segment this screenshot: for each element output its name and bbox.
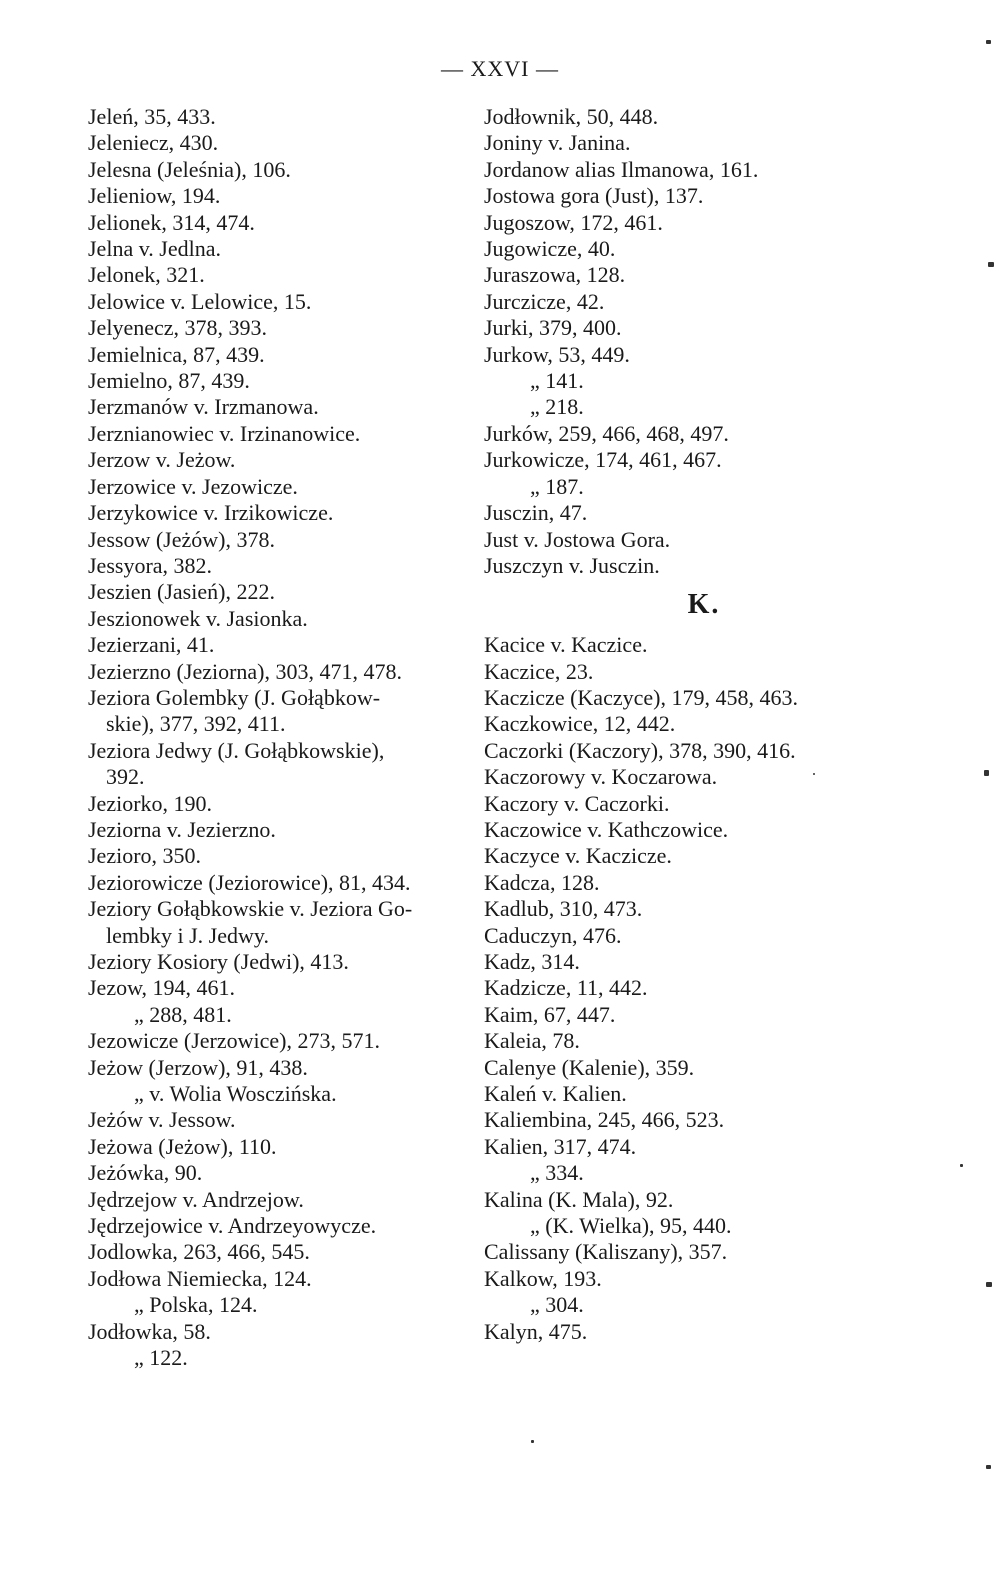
index-entries-k [484, 632, 904, 1345]
index-entry: Kaczorowy v. Koczarowa. [484, 764, 718, 790]
index-column-right [484, 104, 904, 1345]
index-entry: „ 141. [530, 368, 584, 394]
index-entry: Jerzykowice v. Irzikowicze. [88, 500, 334, 526]
index-entry: Jeziory Gołąbkowskie v. Jeziora Go- [88, 896, 413, 922]
index-entry: Jeziora Jedwy (J. Gołąbkowskie), [88, 737, 385, 763]
index-entry: Calenye (Kalenie), 359. [484, 1054, 695, 1080]
index-entry: Calissany (Kaliszany), 357. [484, 1239, 728, 1265]
index-column-left [88, 104, 488, 1372]
index-entry: Juraszowa, 128. [484, 262, 626, 288]
index-entry: „ (K. Wielka), 95, 440. [530, 1213, 732, 1239]
index-entry: Jerzow v. Jeżow. [88, 447, 236, 473]
index-entry: Just v. Jostowa Gora. [484, 526, 671, 552]
index-entry: „ 122. [134, 1345, 188, 1371]
index-entry: Jelowice v. Lelowice, 15. [88, 288, 312, 314]
index-entry: Jeziora Golembky (J. Gołąbkow- [88, 684, 381, 710]
index-entry: „ v. Wolia Wosczińska. [134, 1081, 337, 1107]
index-entry: Jezierzani, 41. [88, 632, 215, 658]
index-entry: Jelesna (Jeleśnia), 106. [88, 156, 291, 182]
index-entries-j [484, 104, 904, 579]
index-entry: Jerznianowiec v. Irzinanowice. [88, 420, 361, 446]
index-entry: „ 288, 481. [134, 1001, 232, 1027]
index-entry: 392. [106, 764, 145, 790]
index-entry: Kaczory v. Caczorki. [484, 790, 670, 816]
index-entry: Jodłownik, 50, 448. [484, 104, 659, 129]
index-entry: Kalina (K. Mala), 92. [484, 1186, 674, 1212]
index-entry: Jelieniow, 194. [88, 183, 221, 209]
index-entry: Jessow (Jeżów), 378. [88, 526, 275, 552]
index-entry: Jeżówka, 90. [88, 1160, 203, 1186]
index-entry: Jurków, 259, 466, 468, 497. [484, 420, 729, 446]
index-entry: Jerzmanów v. Irzmanowa. [88, 394, 319, 420]
index-entry: Jugowicze, 40. [484, 236, 616, 262]
section-letter-heading: K. [687, 589, 721, 621]
index-entry: Jędrzejowice v. Andrzeyowycze. [88, 1213, 377, 1239]
index-entry: Jeziory Kosiory (Jedwi), 413. [88, 949, 349, 974]
index-entry: Jurczicze, 42. [484, 288, 605, 314]
index-entry: Jodłowa Niemiecka, 124. [88, 1265, 312, 1291]
index-entry: „ Polska, 124. [134, 1292, 258, 1318]
index-entry: Jemielnica, 87, 439. [88, 341, 265, 367]
page-number: — XXVI — [441, 56, 559, 81]
index-entry: Jezierzno (Jeziorna), 303, 471, 478. [88, 658, 403, 684]
index-entry: Jerzowice v. Jezowicze. [88, 473, 298, 499]
index-entry: Jeleń, 35, 433. [88, 104, 216, 129]
index-entry: Jelionek, 314, 474. [88, 209, 255, 235]
index-entry: Jeżow (Jerzow), 91, 438. [88, 1054, 308, 1080]
index-entry: Kaczice, 23. [484, 658, 594, 684]
index-entry: Jugoszow, 172, 461. [484, 209, 663, 235]
index-entry: Caczorki (Kaczory), 378, 390, 416. [484, 737, 796, 763]
index-entry: Kadzicze, 11, 442. [484, 975, 648, 1001]
index-entry: Kaliembina, 245, 466, 523. [484, 1107, 725, 1133]
index-entry: Kaczowice v. Kathczowice. [484, 816, 729, 842]
index-entry: Jezowicze (Jerzowice), 273, 571. [88, 1028, 380, 1054]
index-entry: Kaleia, 78. [484, 1028, 580, 1054]
index-entry: Kacice v. Kaczice. [484, 632, 648, 658]
index-entry: Jeżowa (Jeżow), 110. [88, 1133, 277, 1159]
index-entry: „ 187. [530, 473, 584, 499]
index-entry: Kalkow, 193. [484, 1265, 602, 1291]
index-entry: Jeleniecz, 430. [88, 130, 219, 156]
index-entry: Kaczyce v. Kaczicze. [484, 843, 672, 869]
index-entry: Jessyora, 382. [88, 552, 213, 578]
index-entry: Jezioro, 350. [88, 843, 202, 869]
index-entry: Jelonek, 321. [88, 262, 205, 288]
index-entry: Jezow, 194, 461. [88, 975, 236, 1001]
index-entry: Kaczkowice, 12, 442. [484, 711, 676, 737]
index-entry: Kadcza, 128. [484, 869, 600, 895]
index-entry: Kaleń v. Kalien. [484, 1081, 627, 1107]
index-entry: Jemielno, 87, 439. [88, 368, 250, 394]
index-entry: Jeżów v. Jessow. [88, 1107, 236, 1133]
index-entry: Jordanow alias Ilmanowa, 161. [484, 156, 759, 182]
index-entry: lembky i J. Jedwy. [106, 922, 269, 948]
index-entry: Jodlowka, 263, 466, 545. [88, 1239, 310, 1265]
index-entry: Jostowa gora (Just), 137. [484, 183, 704, 209]
index-entry: Caduczyn, 476. [484, 922, 622, 948]
index-entry: Jeszien (Jasień), 222. [88, 579, 275, 605]
index-entry: Jelna v. Jedlna. [88, 236, 221, 262]
index-entry: Jurki, 379, 400. [484, 315, 622, 341]
index-entry: Kalien, 317, 474. [484, 1133, 637, 1159]
index-entry: Kaim, 67, 447. [484, 1001, 616, 1027]
index-entry: Jurkowicze, 174, 461, 467. [484, 447, 722, 473]
index-entry: skie), 377, 392, 411. [106, 711, 286, 737]
index-entry: Jurkow, 53, 449. [484, 341, 630, 367]
index-entry: Kalyn, 475. [484, 1318, 588, 1344]
index-entry: „ 304. [530, 1292, 584, 1318]
index-entry: Jodłowka, 58. [88, 1318, 211, 1344]
index-entry: Jelyenecz, 378, 393. [88, 315, 267, 341]
index-entry: Joniny v. Janina. [484, 130, 631, 156]
index-entry: „ 334. [530, 1160, 584, 1186]
index-entry: Juszczyn v. Jusczin. [484, 552, 660, 578]
index-entry: Jeziorowicze (Jeziorowice), 81, 434. [88, 869, 411, 895]
index-entry: Kaczicze (Kaczyce), 179, 458, 463. [484, 684, 798, 710]
index-entry: Jeziorna v. Jezierzno. [88, 816, 276, 842]
index-entry: Jeziorko, 190. [88, 790, 213, 816]
index-entry: „ 218. [530, 394, 584, 420]
index-entry: Jeszionowek v. Jasionka. [88, 605, 308, 631]
index-entry: Kadz, 314. [484, 948, 580, 974]
index-entry: Jędrzejow v. Andrzejow. [88, 1186, 304, 1212]
index-entry: Kadlub, 310, 473. [484, 896, 643, 922]
index-entry: Jusczin, 47. [484, 500, 588, 526]
